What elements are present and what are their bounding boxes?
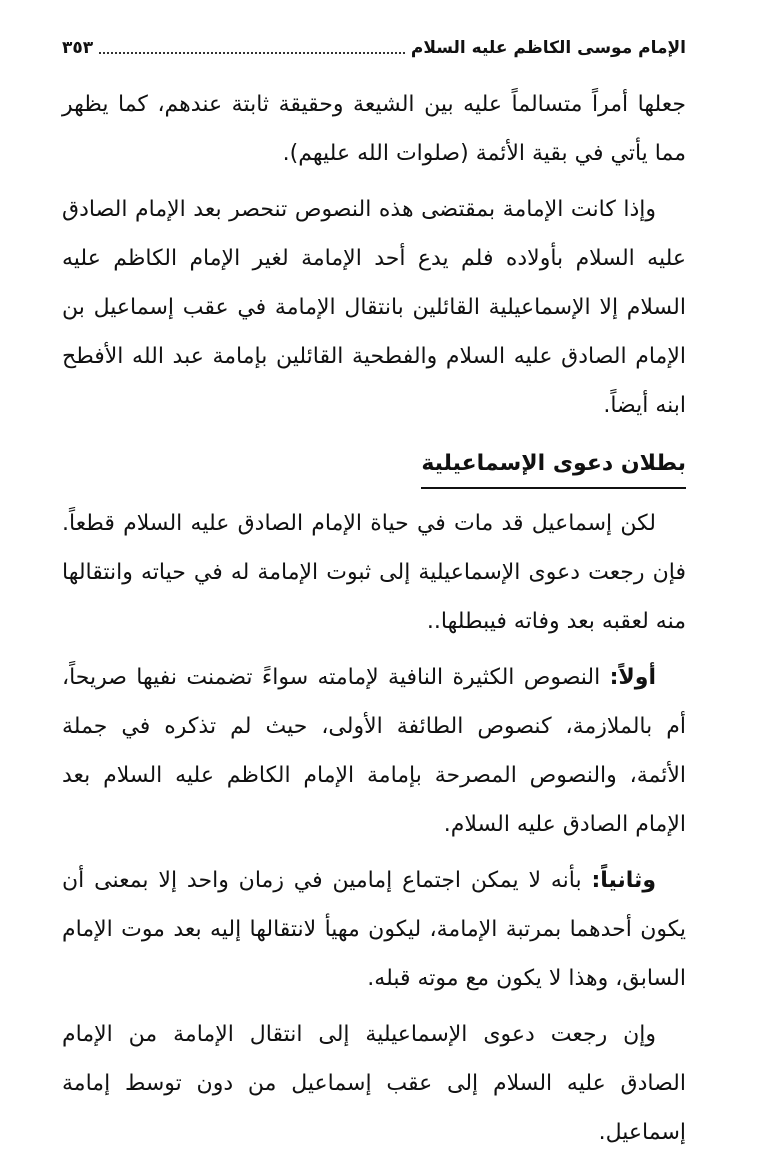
paragraph-imamate-limits: وإذا كانت الإمامة بمقتضى هذه النصوص تنحصر بعد الإمام الصادق عليه السلام بأولاده فلم يدع أحد الإمامة لغير الإمام الكاظم عليه السلام إلا الإسماعيلية القائلين بانتقال الإمامة في عقب إسماعيل بن الإمام الصادق عليه السلام والفطحية القائلين بإمامة عبد الله الأفطح ابنه أيضاً. [62, 197, 686, 418]
running-header [62, 30, 686, 60]
body-text [62, 80, 686, 1164]
section-heading: بطلان دعوى الإسماعيلية [421, 443, 686, 489]
paragraph-first-argument [62, 653, 686, 849]
paragraph-alternative-claim: وإن رجعت دعوى الإسماعيلية إلى انتقال الإمامة من الإمام الصادق عليه السلام إلى عقب إسماعيل من دون توسط إمامة إسماعيل. [62, 1022, 686, 1145]
header-dot-leader [99, 52, 405, 54]
second-argument-lead: وثانياً: [591, 868, 656, 893]
paragraph-ismail-death: لكن إسماعيل قد مات في حياة الإمام الصادق عليه السلام قطعاً. فإن رجعت دعوى الإسماعيلية إلى ثبوت الإمامة له في حياته وانتقالها منه لعقبه بعد وفاته فيبطلها.. [62, 511, 686, 634]
document-page [62, 0, 686, 1145]
section-heading-wrapper [62, 437, 686, 499]
paragraph-second-argument [62, 856, 686, 1003]
second-argument-text: بأنه لا يمكن اجتماع إمامين في زمان واحد إلا بمعنى أن يكون أحدهما بمرتبة الإمامة، ليكون مهيأ لانتقالها إليه بعد موت الإمام السابق، وهذا لا يكون مع موته قبله. [62, 868, 686, 991]
first-argument-lead: أولاً: [609, 665, 656, 690]
paragraph-continuation: جعلها أمراً متسالماً عليه بين الشيعة وحقيقة ثابتة عندهم، كما يظهر مما يأتي في بقية الأئمة (صلوات الله عليهم). [62, 92, 686, 166]
page-number: ٣٥٣ [62, 38, 94, 58]
first-argument-text: النصوص الكثيرة النافية لإمامته سواءً تضمنت نفيها صريحاً، أم بالملازمة، كنصوص الطائفة الأولى، حيث لم تذكره في جملة الأئمة، والنصوص المصرحة بإمامة الإمام الكاظم عليه السلام بعد الإمام الصادق عليه السلام. [62, 665, 686, 837]
running-header-title: الإمام موسى الكاظم عليه السلام [410, 38, 686, 58]
